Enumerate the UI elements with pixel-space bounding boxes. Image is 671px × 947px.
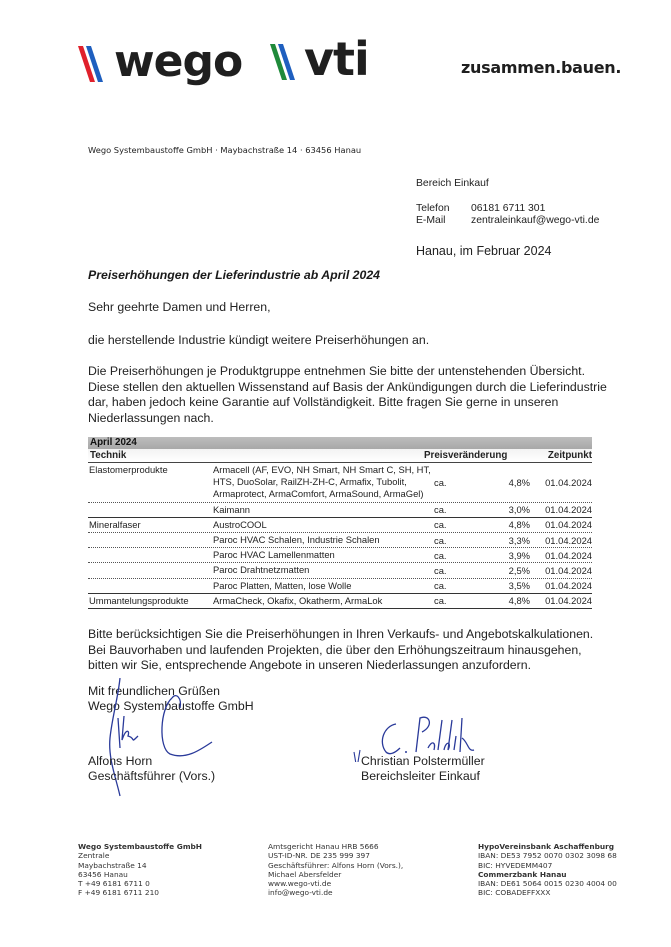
footer-website-link[interactable]: www.wego-vti.de (268, 879, 332, 889)
closing (88, 684, 254, 713)
row-date: 01.04.2024 (545, 565, 592, 577)
footer-line: Geschäftsführer: Alfons Horn (Vors.), (268, 860, 404, 870)
row-product: Paroc HVAC Lamellenmatten (213, 549, 335, 561)
price-increase-table (88, 437, 592, 609)
signer-polstermueller (361, 754, 485, 783)
vti-logo-text: vti (304, 32, 369, 86)
row-approx: ca. (434, 580, 447, 592)
footer-bic: BIC: HYVEDEMM407 (478, 860, 553, 870)
row-approx: ca. (434, 595, 447, 607)
signer-horn (88, 754, 215, 783)
row-category: Ummantelungsprodukte (89, 594, 189, 606)
header-date: Zeitpunkt (547, 450, 592, 461)
row-approx: ca. (434, 519, 447, 531)
footer-phone: T +49 6181 6711 0 (78, 879, 150, 889)
vti-logo (268, 30, 369, 86)
row-approx: ca. (434, 565, 447, 577)
footer-line: UST-ID-NR. DE 235 999 397 (268, 851, 370, 861)
wego-logo-text: wego (114, 36, 243, 87)
table-row (88, 463, 592, 503)
closing-greeting: Mit freundlichen Grüßen (88, 684, 220, 698)
row-product: Paroc Platten, Matten, lose Wolle (213, 579, 352, 591)
row-product: AustroCOOL (213, 518, 267, 530)
row-approx: ca. (434, 476, 447, 488)
date-line: Hanau, im Februar 2024 (416, 244, 552, 258)
header-price-change: Preisveränderung (424, 450, 508, 461)
row-category (88, 533, 213, 534)
signer-title: Bereichsleiter Einkauf (361, 768, 480, 783)
row-product: ArmaCheck, Okafix, Okatherm, ArmaLok (213, 594, 383, 606)
footer-bic: BIC: COBADEFFXXX (478, 888, 551, 898)
row-date: 01.04.2024 (545, 534, 592, 546)
footer-fax: F +49 6181 6711 210 (78, 888, 159, 898)
row-percent: 3,9% (508, 549, 530, 561)
wego-logo (76, 34, 243, 87)
signer-name: Alfons Horn (88, 754, 153, 768)
intro-paragraph: die herstellende Industrie kündigt weitere Preiserhöhungen an. (88, 333, 430, 347)
phone-row (416, 203, 599, 216)
department: Bereich Einkauf (416, 178, 489, 189)
row-category (88, 563, 213, 564)
phone-value: 06181 6711 301 (471, 202, 546, 214)
signer-title: Geschäftsführer (Vors.) (88, 768, 216, 783)
footer-bank (478, 842, 617, 898)
footer-iban: IBAN: DE53 7952 0070 0302 3098 68 (478, 851, 617, 861)
vti-stripes-icon (268, 40, 304, 82)
footer-bank-name: HypoVereinsbank Aschaffenburg (478, 842, 615, 851)
footer-line: Maybachstraße 14 (78, 860, 147, 870)
row-approx: ca. (434, 504, 447, 516)
row-product: Paroc HVAC Schalen, Industrie Schalen (213, 534, 380, 546)
row-date: 01.04.2024 (545, 549, 592, 561)
row-percent: 3,0% (508, 504, 530, 516)
row-category (88, 548, 213, 549)
calculation-paragraph: Bitte berücksichtigen Sie die Preiserhöhungen in Ihren Verkaufs- und Angebotskalkulationen. Bei Bauvorhaben und laufenden Projekten, die über den Erhöhungszeitraum hinausgehen, bitten wir Sie, entsprechende Angebote in unseren Niederlassungen anzufordern. (88, 627, 594, 672)
row-date: 01.04.2024 (545, 476, 592, 488)
row-percent: 2,5% (508, 565, 530, 577)
table-header (88, 449, 592, 463)
email-label: E-Mail (416, 215, 446, 226)
footer-legal (268, 842, 403, 898)
footer-line: Amtsgericht Hanau HRB 5666 (268, 842, 379, 851)
signer-name: Christian Polstermüller (361, 754, 485, 768)
row-percent: 3,3% (508, 534, 530, 546)
row-percent: 4,8% (508, 476, 530, 488)
row-date: 01.04.2024 (545, 580, 592, 592)
footer-line: 63456 Hanau (78, 869, 128, 879)
table-row (88, 579, 592, 594)
contact-block (416, 178, 599, 228)
email-row (416, 215, 599, 228)
closing-company: Wego Systembaustoffe GmbH (88, 698, 254, 713)
row-percent: 3,5% (508, 580, 530, 592)
tagline: zusammen.bauen. (461, 58, 622, 77)
footer-company: Wego Systembaustoffe GmbH (78, 842, 202, 851)
footer-address (78, 842, 202, 898)
row-category: Mineralfaser (89, 518, 141, 530)
footer-bank-name: Commerzbank Hanau (478, 869, 567, 879)
table-row (88, 503, 592, 518)
row-date: 01.04.2024 (545, 595, 592, 607)
footer-line: Michael Abersfelder (268, 869, 342, 879)
row-product: Armacell (AF, EVO, NH Smart, NH Smart C, SH, HT, HTS, DuoSolar, RailZH-ZH-C, Armafix, Tubolit, Armaprotect, ArmaComfort, ArmaSound, ArmaGel) (213, 464, 431, 500)
footer-iban: IBAN: DE61 5064 0015 0230 4004 00 (478, 879, 617, 889)
footer-line: Zentrale (78, 851, 110, 861)
sender-address-line: Wego Systembaustoffe GmbH · Maybachstraße 14 · 63456 Hanau (88, 145, 362, 155)
table-row (88, 533, 592, 548)
table-banner: April 2024 (88, 437, 592, 449)
row-category (88, 579, 213, 580)
row-date: 01.04.2024 (545, 519, 592, 531)
row-percent: 4,8% (508, 595, 530, 607)
table-row (88, 518, 592, 533)
table-row (88, 563, 592, 578)
phone-label: Telefon (416, 202, 450, 214)
overview-paragraph: Die Preiserhöhungen je Produktgruppe entnehmen Sie bitte der untenstehenden Übersicht. Diese stellen den aktuellen Wissenstand auf Basis der Ankündigungen durch die Lieferindustrie dar, haben jedoch keine Garantie auf Vollständigkeit. Bitte fragen Sie gerne in unseren Niederlassungen nach. (88, 364, 607, 425)
row-category (88, 503, 213, 504)
row-approx: ca. (434, 549, 447, 561)
wego-stripes-icon (76, 42, 112, 84)
salutation: Sehr geehrte Damen und Herren, (88, 300, 271, 314)
row-date: 01.04.2024 (545, 504, 592, 516)
table-row (88, 548, 592, 563)
row-product: Kaimann (213, 503, 251, 515)
header-technik: Technik (90, 450, 127, 461)
row-product: Paroc Drahtnetzmatten (213, 564, 310, 576)
row-approx: ca. (434, 534, 447, 546)
table-row (88, 594, 592, 609)
row-percent: 4,8% (508, 519, 530, 531)
footer-email-link[interactable]: info@wego-vti.de (268, 888, 333, 898)
subject-line: Preiserhöhungen der Lieferindustrie ab April 2024 (88, 268, 381, 282)
email-value[interactable]: zentraleinkauf@wego-vti.de (471, 215, 600, 226)
row-category: Elastomerprodukte (89, 464, 168, 475)
